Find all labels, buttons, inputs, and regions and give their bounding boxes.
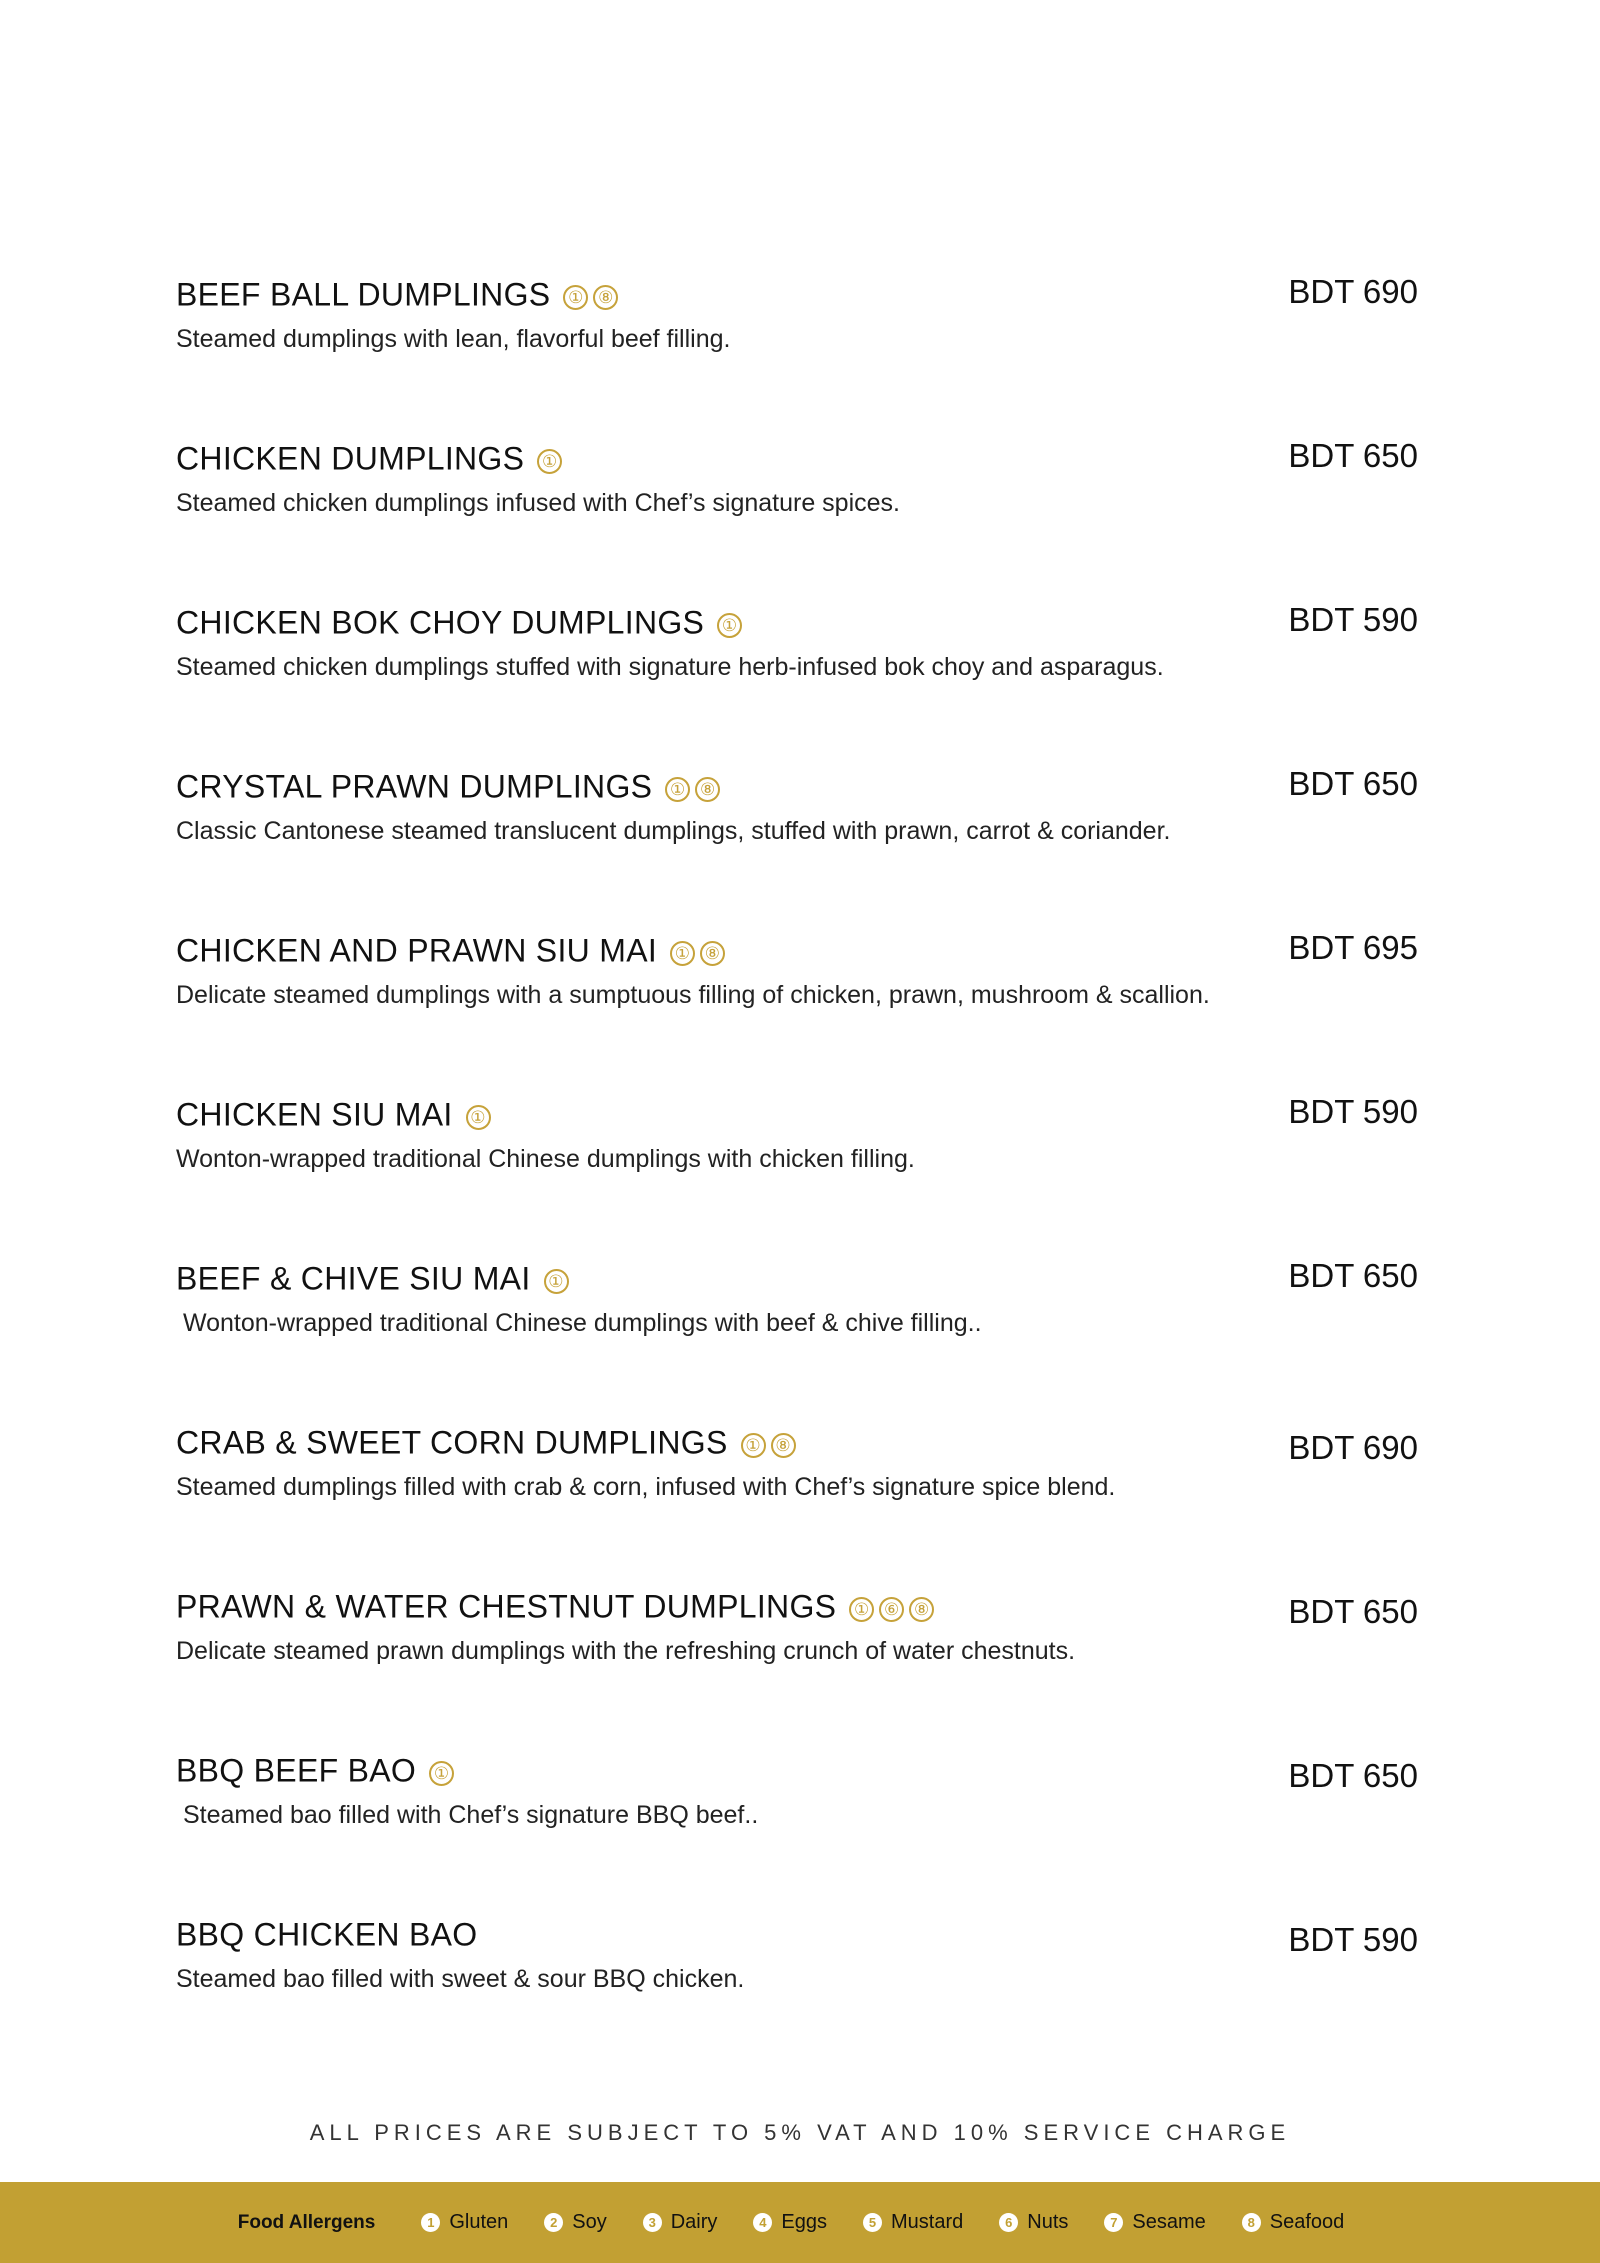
menu-item-price: BDT 650: [1288, 1757, 1418, 1794]
menu-item-price: BDT 590: [1288, 1093, 1418, 1130]
allergen-number-icon: 5: [863, 2213, 882, 2232]
allergen-legend-entry: [999, 2211, 1068, 2234]
allergen-marks: [558, 275, 618, 315]
menu-item-description: Steamed bao filled with Chef’s signature BBQ beef..: [176, 1801, 759, 1829]
allergen-number-icon: 4: [753, 2213, 772, 2232]
allergen-number-icon: ①: [670, 941, 695, 966]
allergen-number-icon: ⑧: [771, 1433, 796, 1458]
allergen-marks: [736, 1423, 796, 1463]
allergen-number-icon: 6: [999, 2213, 1018, 2232]
menu-item-description: Wonton-wrapped traditional Chinese dumplings with chicken filling.: [176, 1145, 915, 1173]
menu-item-name: [176, 1584, 934, 1627]
menu-item: [176, 1092, 1418, 1202]
allergen-number-icon: ⑧: [909, 1597, 934, 1622]
allergen-legend-label: Dairy: [670, 2211, 718, 2233]
menu-item-description: Delicate steamed dumplings with a sumptuous filling of chicken, prawn, mushroom & scallion.: [176, 981, 1210, 1009]
allergen-number-icon: ①: [741, 1433, 766, 1458]
menu-item-description: Classic Cantonese steamed translucent dumplings, stuffed with prawn, carrot & coriander.: [176, 817, 1171, 845]
menu-item-price: BDT 590: [1288, 601, 1418, 638]
allergen-legend-entry: [544, 2211, 606, 2234]
allergen-number-icon: ①: [429, 1761, 454, 1786]
allergen-marks: [461, 1095, 491, 1135]
menu-item: [176, 928, 1418, 1038]
allergen-legend-label: Nuts: [1027, 2211, 1069, 2233]
allergen-legend-bar: [0, 2182, 1600, 2263]
menu-item-price: BDT 690: [1288, 273, 1418, 310]
menu-item-name: [176, 1256, 569, 1299]
allergen-number-icon: 1: [421, 2213, 440, 2232]
menu-item: [176, 436, 1418, 546]
menu-item-name-text: CHICKEN SIU MAI: [176, 1096, 453, 1133]
allergen-number-icon: 3: [643, 2213, 662, 2232]
allergen-number-icon: ①: [717, 613, 742, 638]
menu-item-price: BDT 695: [1288, 929, 1418, 966]
menu-item-name: [176, 1420, 796, 1463]
allergen-legend-label: Sesame: [1132, 2211, 1206, 2233]
allergen-number-icon: ①: [537, 449, 562, 474]
allergen-number-icon: ⑧: [593, 285, 618, 310]
menu-item-description: Steamed chicken dumplings stuffed with signature herb-infused bok choy and asparagus.: [176, 653, 1164, 681]
allergen-legend-title: Food Allergens: [237, 2211, 376, 2233]
allergen-number-icon: ①: [563, 285, 588, 310]
menu-item-name: [176, 928, 725, 971]
menu-item-price: BDT 590: [1288, 1921, 1418, 1958]
menu-item: [176, 1748, 1418, 1858]
allergen-number-icon: 7: [1104, 2213, 1123, 2232]
menu-item-name-text: CHICKEN DUMPLINGS: [176, 440, 525, 477]
allergen-legend-label: Gluten: [449, 2211, 509, 2233]
allergen-legend-entry: [421, 2211, 508, 2234]
menu-item-name: [176, 1912, 477, 1955]
allergen-number-icon: ⑧: [695, 777, 720, 802]
allergen-legend-label: Mustard: [891, 2211, 964, 2233]
allergen-number-icon: 8: [1242, 2213, 1261, 2232]
menu-item: [176, 1420, 1418, 1530]
allergen-legend-entry: [1242, 2211, 1345, 2234]
allergen-marks: [660, 767, 720, 807]
allergen-marks: [844, 1587, 934, 1627]
menu-item-name-text: BBQ CHICKEN BAO: [176, 1916, 478, 1953]
menu-item-name: [176, 1092, 491, 1135]
menu-item-name: [176, 600, 742, 643]
menu-item-price: BDT 650: [1288, 1593, 1418, 1630]
menu-item-price: BDT 650: [1288, 437, 1418, 474]
allergen-marks: [424, 1751, 454, 1791]
allergen-number-icon: ①: [665, 777, 690, 802]
menu-item-description: Steamed dumplings with lean, flavorful beef filling.: [176, 325, 731, 353]
menu-item: [176, 1912, 1418, 2022]
allergen-number-icon: 2: [544, 2213, 563, 2232]
allergen-legend-label: Seafood: [1269, 2211, 1345, 2233]
allergen-number-icon: ⑥: [879, 1597, 904, 1622]
menu-item: [176, 1256, 1418, 1366]
allergen-legend-label: Soy: [572, 2211, 607, 2233]
menu-item-name-text: CRAB & SWEET CORN DUMPLINGS: [176, 1424, 728, 1461]
allergen-legend-entry: [863, 2211, 963, 2234]
allergen-legend-entry: [753, 2211, 827, 2234]
allergen-number-icon: ①: [849, 1597, 874, 1622]
menu-item-price: BDT 650: [1288, 765, 1418, 802]
menu-item-name: [176, 436, 562, 479]
menu-item-name-text: CHICKEN AND PRAWN SIU MAI: [176, 932, 658, 969]
menu-item-name-text: PRAWN & WATER CHESTNUT DUMPLINGS: [176, 1588, 837, 1625]
allergen-number-icon: ①: [544, 1269, 569, 1294]
allergen-marks: [712, 603, 742, 643]
menu-item-name-text: BBQ BEEF BAO: [176, 1752, 417, 1789]
menu-item-name: [176, 764, 720, 807]
menu-item: [176, 600, 1418, 710]
menu-item-price: BDT 650: [1288, 1257, 1418, 1294]
allergen-marks: [539, 1259, 569, 1299]
menu-item-price: BDT 690: [1288, 1429, 1418, 1466]
menu-item: [176, 764, 1418, 874]
menu-item-description: Delicate steamed prawn dumplings with the refreshing crunch of water chestnuts.: [176, 1637, 1076, 1665]
allergen-number-icon: ①: [466, 1105, 491, 1130]
menu-item-name: [176, 272, 618, 315]
menu-item-name-text: CRYSTAL PRAWN DUMPLINGS: [176, 768, 653, 805]
menu-item: [176, 1584, 1418, 1694]
menu-item-name-text: BEEF & CHIVE SIU MAI: [176, 1260, 531, 1297]
menu-item-description: Steamed bao filled with sweet & sour BBQ chicken.: [176, 1965, 745, 1993]
allergen-legend-entry: [643, 2211, 718, 2234]
menu-item-name-text: BEEF BALL DUMPLINGS: [176, 276, 551, 313]
menu-item-description: Steamed dumplings filled with crab & corn, infused with Chef’s signature spice blend.: [176, 1473, 1116, 1501]
menu-item: [176, 272, 1418, 382]
allergen-legend-entry: [1104, 2211, 1205, 2234]
allergen-marks: [532, 439, 562, 479]
menu-item-name: [176, 1748, 454, 1791]
allergen-legend-entries: [403, 2211, 1362, 2234]
menu-item-name-text: CHICKEN BOK CHOY DUMPLINGS: [176, 604, 705, 641]
menu-item-description: Wonton-wrapped traditional Chinese dumplings with beef & chive filling..: [176, 1309, 982, 1337]
allergen-legend-label: Eggs: [781, 2211, 827, 2233]
menu-item-description: Steamed chicken dumplings infused with Chef’s signature spices.: [176, 489, 900, 517]
vat-note: ALL PRICES ARE SUBJECT TO 5% VAT AND 10% SERVICE CHARGE: [309, 2120, 1291, 2145]
allergen-number-icon: ⑧: [700, 941, 725, 966]
allergen-marks: [665, 931, 725, 971]
